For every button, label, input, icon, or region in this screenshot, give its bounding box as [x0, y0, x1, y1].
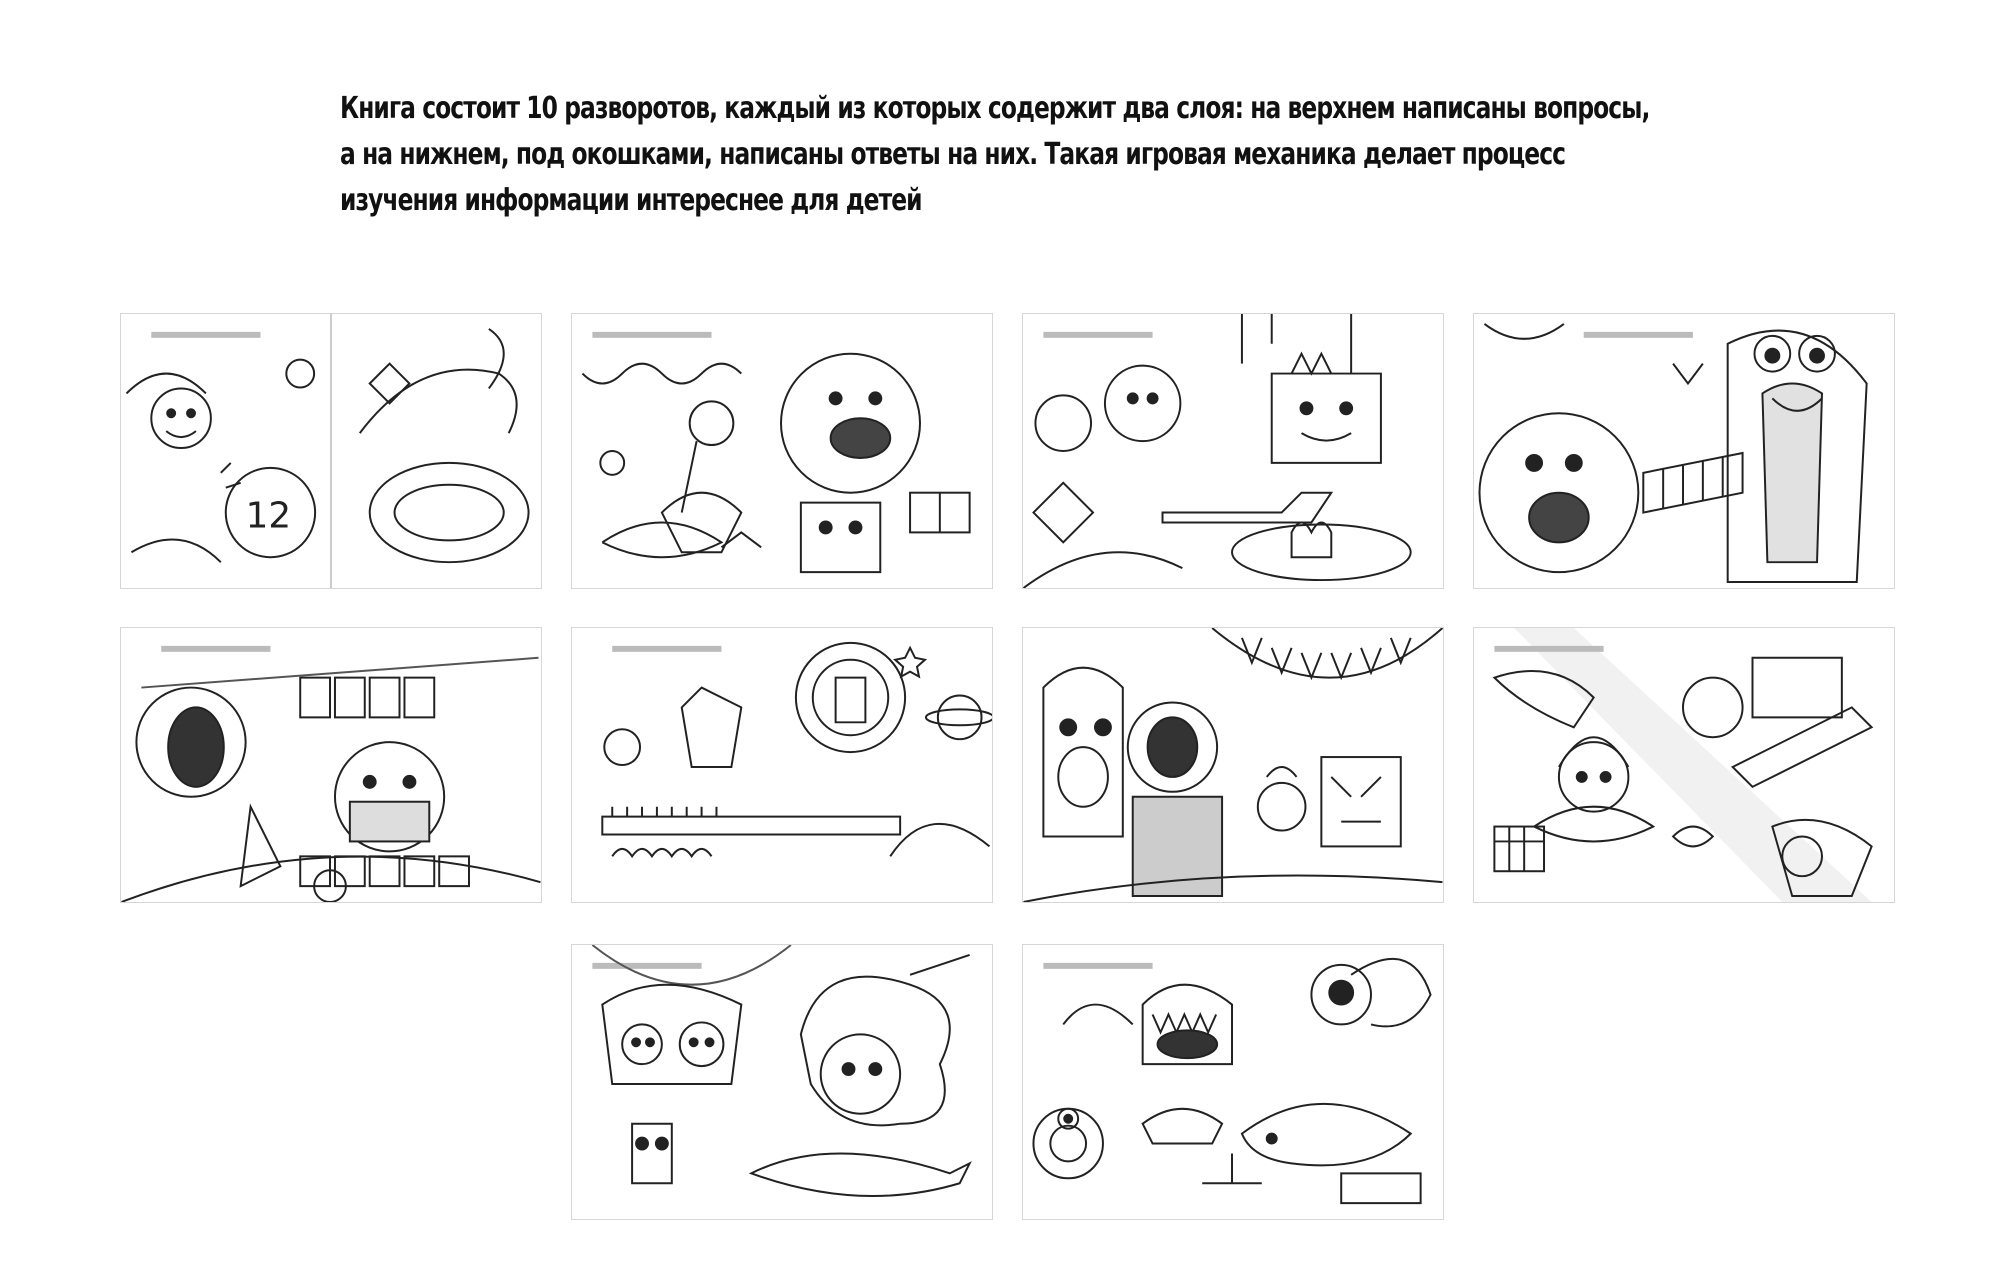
spread-3-drawing [1023, 314, 1443, 588]
spread-9-illustration [571, 944, 993, 1220]
calendar-icon [1494, 827, 1544, 872]
whale-icon [1242, 1104, 1411, 1166]
intro-paragraph [340, 86, 1650, 224]
spread-5-drawing [121, 628, 541, 902]
spread-4-drawing [1474, 314, 1894, 588]
intro-line-2: а на нижнем, под окошками, написаны ответы на них. Такая игровая механика делает процесс [340, 137, 1566, 172]
spread-7-illustration [1022, 627, 1444, 903]
spread-9-drawing [572, 945, 992, 1219]
spread-1-illustration [120, 313, 542, 589]
spread-10-drawing [1023, 945, 1443, 1219]
spread-6-drawing [572, 628, 992, 902]
curly-hair-man-icon [801, 977, 950, 1126]
intro-line-3: изучения информации интереснее для детей [340, 183, 922, 218]
airplane-icon [1163, 493, 1332, 523]
spread-8-illustration [1473, 627, 1895, 903]
planet-icon [938, 696, 982, 740]
child-face-icon [151, 388, 211, 448]
spread-4-illustration [1473, 313, 1895, 589]
crocodile-icon [751, 1153, 969, 1196]
spread-1-drawing [121, 314, 541, 588]
teeth-pair-icon [1232, 524, 1411, 580]
spread-2-illustration [571, 313, 993, 589]
giant-mouth-icon [1212, 628, 1442, 678]
spread-10-illustration [1022, 944, 1444, 1220]
toothbrush-icon [602, 817, 900, 835]
spread-5-illustration [120, 627, 542, 903]
intro-line-1: Книга состоит 10 разворотов, каждый из которых содержит два слоя: на верхнем написаны вопросы, [340, 91, 1650, 126]
scientist-icon [1258, 783, 1306, 831]
spread-7-drawing [1023, 628, 1443, 902]
spread-2-drawing [572, 314, 992, 588]
tooth-character-icon [801, 503, 880, 572]
svg-text:12: 12 [245, 495, 292, 537]
spread-8-drawing [1474, 628, 1894, 902]
spread-6-illustration [571, 627, 993, 903]
spread-3-illustration [1022, 313, 1444, 589]
fish-icon [1673, 827, 1713, 847]
king-tooth-icon [1272, 374, 1381, 463]
